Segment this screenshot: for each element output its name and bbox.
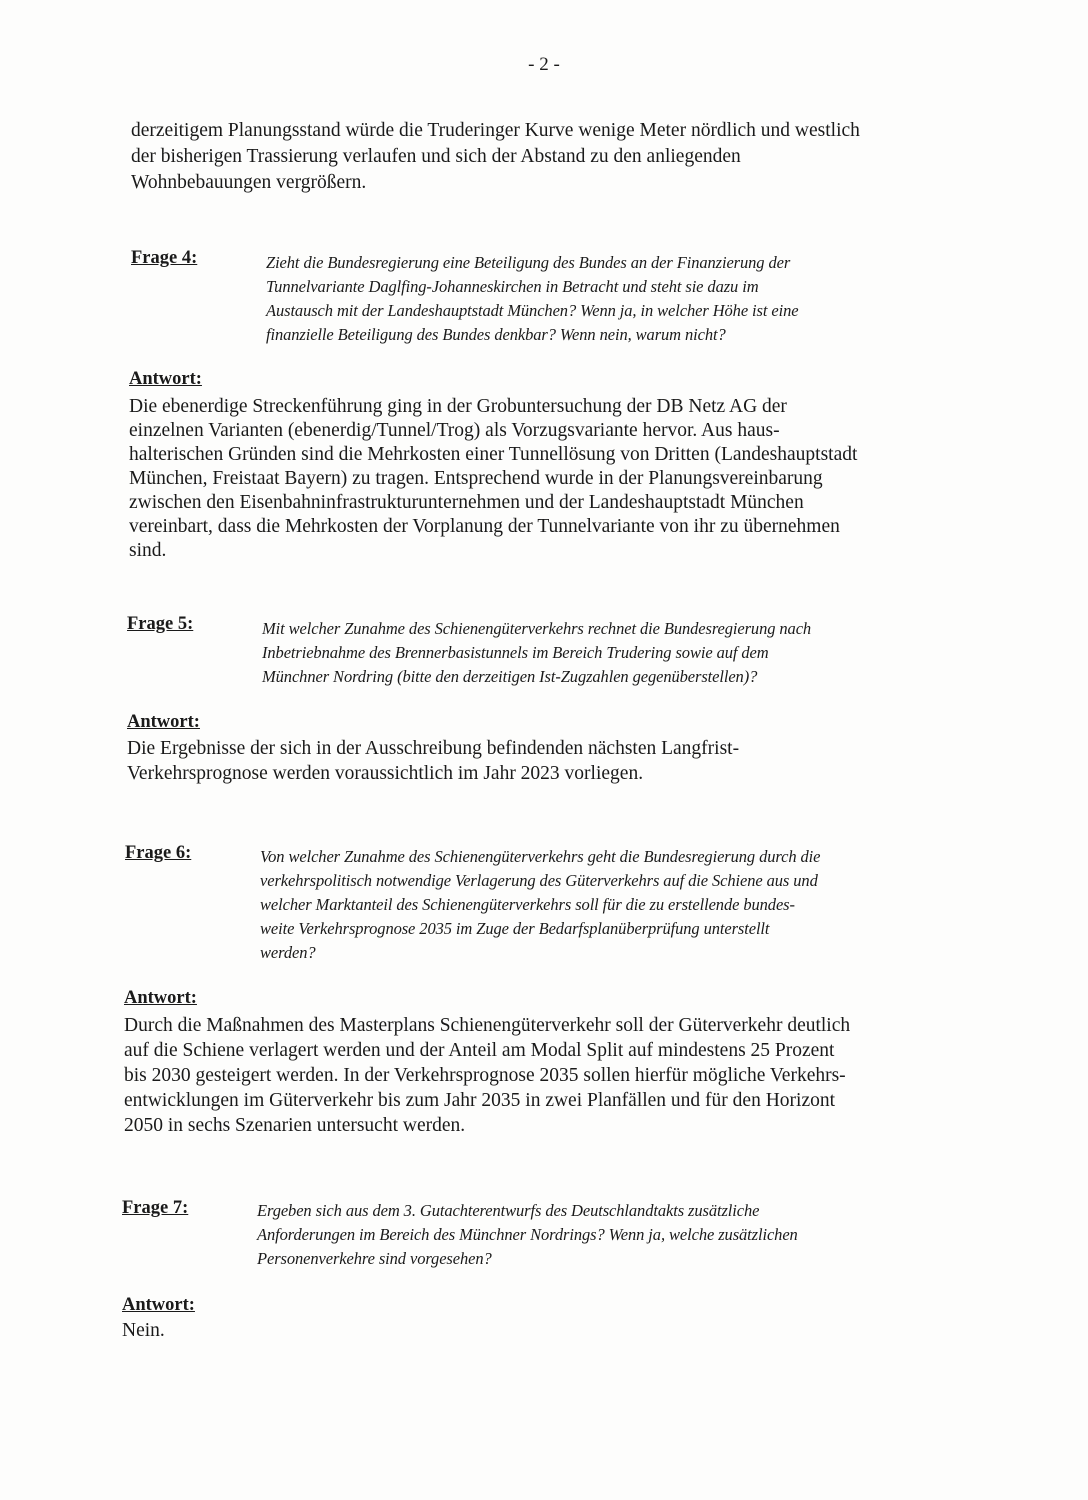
question-line: Zieht die Bundesregierung eine Beteiligung des Bundes an der Finanzierung der (266, 253, 791, 272)
question-line: Von welcher Zunahme des Schienengüterverkehrs geht die Bundesregierung durch die (260, 847, 821, 866)
answer-label: Antwort: (129, 369, 202, 389)
answer-line: Die Ergebnisse der sich in der Ausschreibung befindenden nächsten Langfrist- (127, 738, 740, 759)
answer-label: Antwort: (122, 1295, 195, 1315)
answer-line: vereinbart, dass die Mehrkosten der Vorplanung der Tunnelvariante von ihr zu übernehmen (129, 516, 840, 537)
question-line: Tunnelvariante Daglfing-Johanneskirchen in Betracht und steht sie dazu im (266, 277, 759, 296)
answer-line: auf die Schiene verlagert werden und der Anteil am Modal Split auf mindestens 25 Prozent (124, 1040, 835, 1061)
question-line: finanzielle Beteiligung des Bundes denkbar? Wenn nein, warum nicht? (266, 325, 726, 344)
question-line: Inbetriebnahme des Brennerbasistunnels im Bereich Trudering sowie auf dem (262, 643, 769, 662)
question-line: verkehrspolitisch notwendige Verlagerung des Güterverkehrs auf die Schiene aus und (260, 871, 818, 890)
answer-line: Die ebenerdige Streckenführung ging in der Grobuntersuchung der DB Netz AG der (129, 396, 787, 417)
question-label: Frage 6: (125, 843, 192, 863)
question-line: welcher Marktanteil des Schienengüterverkehrs soll für die zu erstellende bundes- (260, 895, 795, 914)
question-line: werden? (260, 943, 316, 962)
answer-label: Antwort: (127, 712, 200, 732)
answer-line: Verkehrsprognose werden voraussichtlich im Jahr 2023 vorliegen. (127, 763, 644, 784)
question-line: Personenverkehre sind vorgesehen? (257, 1249, 492, 1268)
question-label: Frage 5: (127, 614, 194, 634)
text-line: der bisherigen Trassierung verlaufen und sich der Abstand zu den anliegenden (131, 146, 741, 167)
question-label: Frage 4: (131, 248, 198, 268)
question-line: Mit welcher Zunahme des Schienengüterverkehrs rechnet die Bundesregierung nach (262, 619, 812, 638)
text-line: Wohnbebauungen vergrößern. (131, 172, 367, 193)
text-line: derzeitigem Planungsstand würde die Truderinger Kurve wenige Meter nördlich und westlich (131, 120, 860, 141)
question-line: Austausch mit der Landeshauptstadt München? Wenn ja, in welcher Höhe ist eine (266, 301, 799, 320)
question-line: Anforderungen im Bereich des Münchner Nordrings? Wenn ja, welche zusätzlichen (257, 1225, 798, 1244)
answer-line: einzelnen Varianten (ebenerdig/Tunnel/Trog) als Vorzugsvariante hervor. Aus haus- (129, 420, 780, 441)
answer-line: halterischen Gründen sind die Mehrkosten einer Tunnellösung von Dritten (Landeshauptstadt (129, 444, 858, 465)
answer-line: Nein. (122, 1320, 165, 1341)
question-label: Frage 7: (122, 1198, 189, 1218)
answer-line: entwicklungen im Güterverkehr bis zum Jahr 2035 in zwei Planfällen und für den Horizont (124, 1090, 836, 1111)
answer-label: Antwort: (124, 988, 197, 1008)
question-line: Ergeben sich aus dem 3. Gutachterentwurfs des Deutschlandtakts zusätzliche (257, 1201, 760, 1220)
answer-line: zwischen den Eisenbahninfrastrukturunternehmen und der Landeshauptstadt München (129, 492, 804, 513)
answer-line: bis 2030 gesteigert werden. In der Verkehrsprognose 2035 sollen hierfür mögliche Verkehrs- (124, 1065, 846, 1086)
answer-line: Durch die Maßnahmen des Masterplans Schienengüterverkehr soll der Güterverkehr deutlich (124, 1015, 851, 1036)
question-line: Münchner Nordring (bitte den derzeitigen Ist-Zugzahlen gegenüberstellen)? (262, 667, 758, 686)
answer-line: sind. (129, 540, 167, 561)
question-line: weite Verkehrsprognose 2035 im Zuge der Bedarfsplanüberprüfung unterstellt (260, 919, 770, 938)
page-number: - 2 - (528, 54, 560, 75)
answer-line: München, Freistaat Bayern) zu tragen. Entsprechend wurde in der Planungsvereinbarung (129, 468, 823, 489)
answer-line: 2050 in sechs Szenarien untersucht werden. (124, 1115, 466, 1136)
